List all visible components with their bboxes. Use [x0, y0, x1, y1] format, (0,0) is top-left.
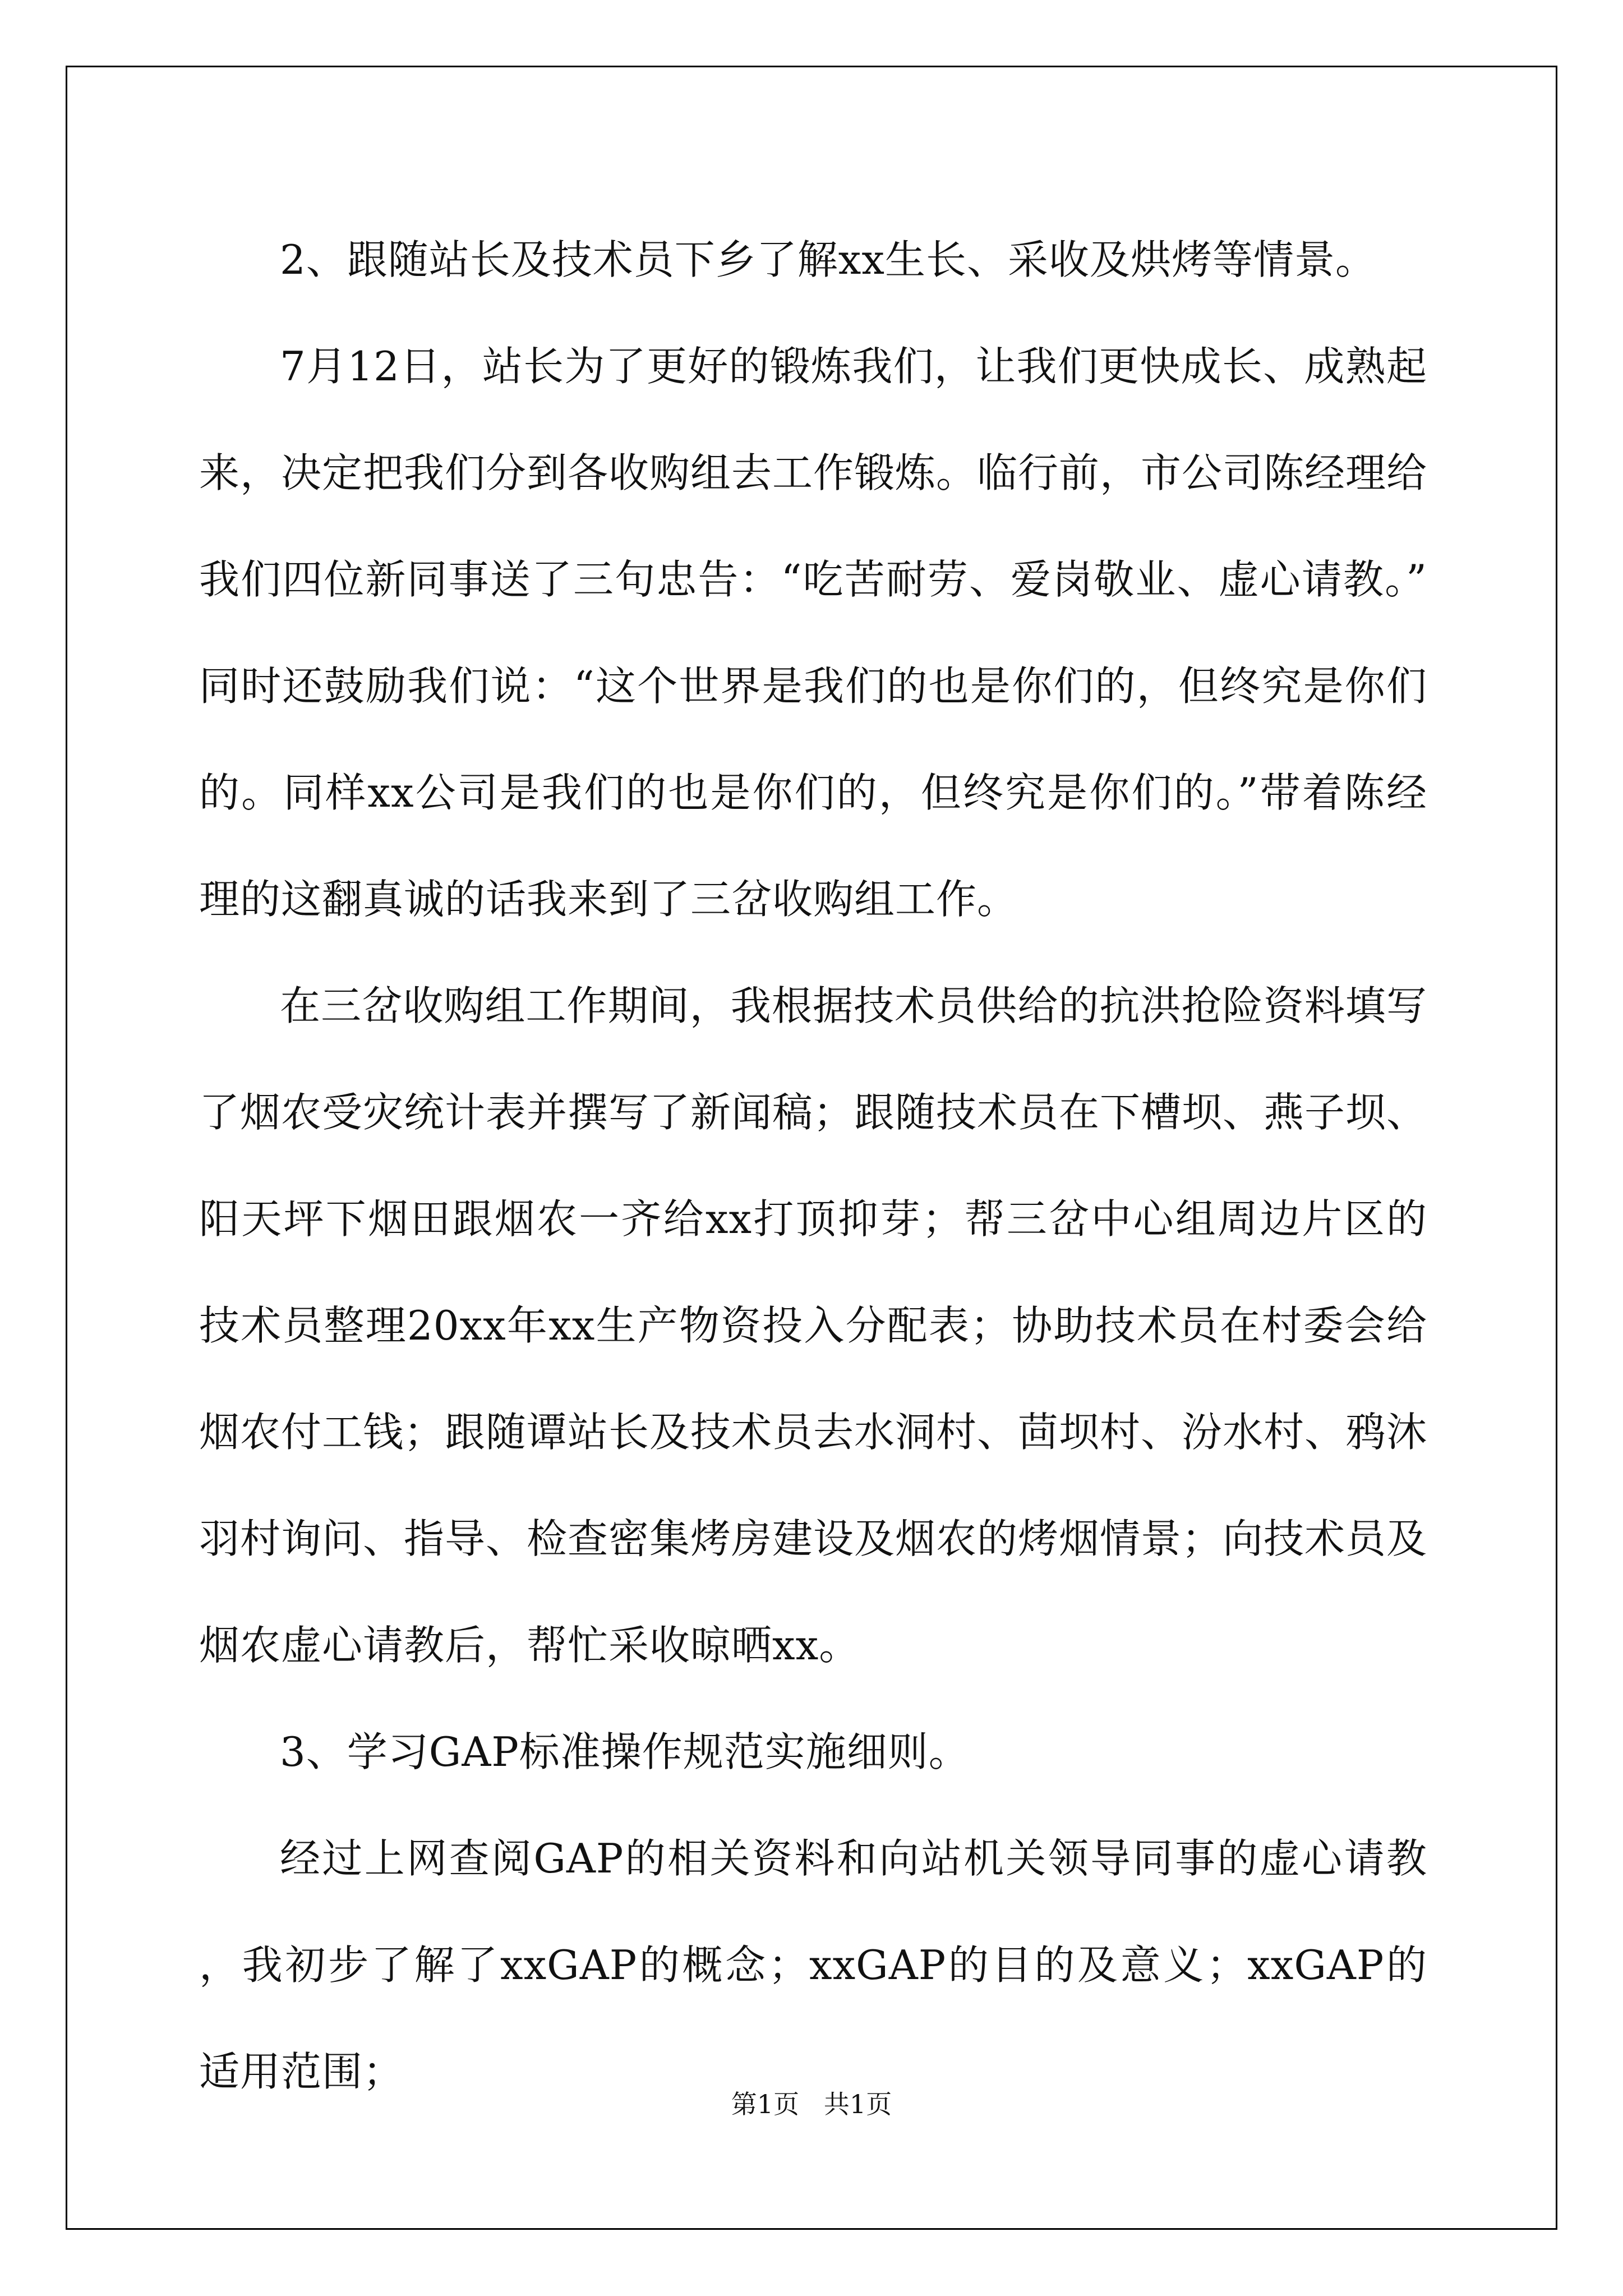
- paragraph-2: 7月12日，站长为了更好的锻炼我们，让我们更快成长、成熟起来，决定把我们分到各收购组去工作锻炼。临行前，市公司陈经理给我们四位新同事送了三句忠告：“吃苦耐劳、爱岗敬业、虚心请教。”同时还鼓励我们说：“这个世界是我们的也是你们的，但终究是你们的。同样xx公司是我们的也是你们的，但终究是你们的。”带着陈经理的这翻真诚的话我来到了三岔收购组工作。: [199, 343, 1428, 923]
- paragraph-4: 3、学习GAP标准操作规范实施细则。: [280, 1728, 970, 1775]
- paragraph-1: 2、跟随站长及技术员下乡了解xx生长、采收及烘烤等情景。: [280, 236, 1377, 283]
- page-number-footer: 第1页 共1页: [731, 2089, 892, 2119]
- paragraph-5: 经过上网查阅GAP的相关资料和向站机关领导同事的虚心请教，我初步了解了xxGAP的概念；xxGAP的目的及意义；xxGAP的适用范围；: [199, 1835, 1427, 2095]
- paragraph-3: 在三岔收购组工作期间，我根据技术员供给的抗洪抢险资料填写了烟农受灾统计表并撰写了新闻稿；跟随技术员在下槽坝、燕子坝、阳天坪下烟田跟烟农一齐给xx打顶抑芽；帮三岔中心组周边片区的技术员整理20xx年xx生产物资投入分配表；协助技术员在村委会给烟农付工钱；跟随谭站长及技术员去水洞村、茴坝村、汾水村、鸦沐羽村询问、指导、检查密集烤房建设及烟农的烤烟情景；向技术员及烟农虚心请教后，帮忙采收晾晒xx。: [199, 982, 1428, 1669]
- document-body: [199, 206, 1427, 2125]
